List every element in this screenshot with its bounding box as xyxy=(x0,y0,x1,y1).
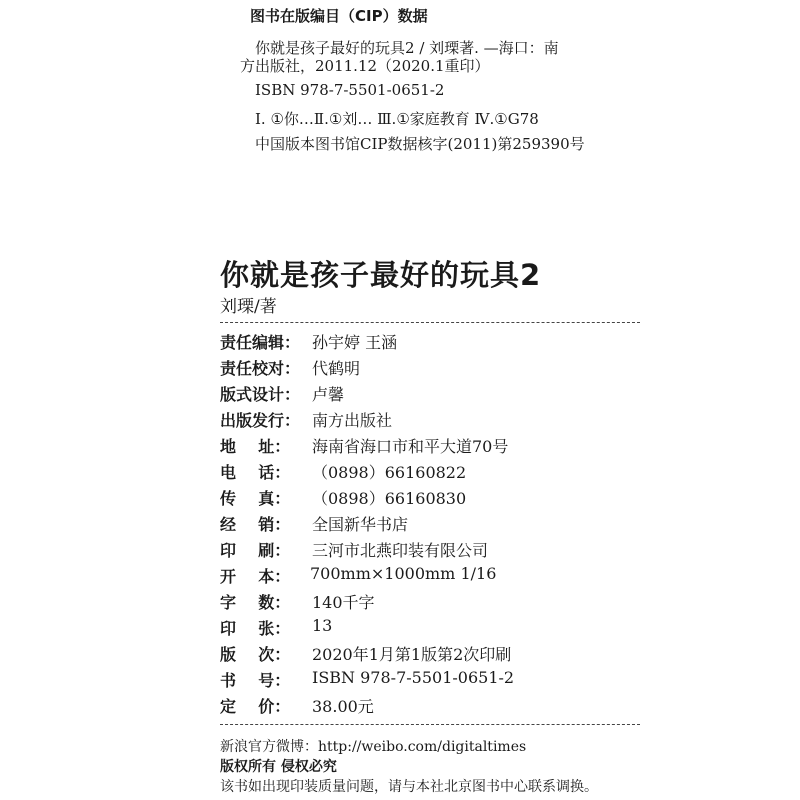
cip-line-1: 你就是孩子最好的玩具2 / 刘瑮著. —海口：南 xyxy=(255,39,559,57)
cip-record-number: 中国版本图书馆CIP数据核字(2011)第259390号 xyxy=(255,135,585,153)
quality-notice: 该书如出现印装质量问题，请与本社北京图书中心联系调换。 xyxy=(220,779,598,795)
cip-classification: Ⅰ. ①你…Ⅱ.①刘… Ⅲ.①家庭教育 Ⅳ.①G78 xyxy=(255,110,539,128)
info-row xyxy=(220,408,640,434)
info-value: 全国新华书店 xyxy=(312,515,409,534)
weibo-line: 新浪官方微博：http://weibo.com/digitaltimes xyxy=(220,739,527,755)
info-row xyxy=(220,434,640,460)
info-value: 140千字 xyxy=(312,593,375,612)
divider-bottom xyxy=(220,724,640,725)
book-title: 你就是孩子最好的玩具2 xyxy=(220,258,542,292)
book-author: 刘瑮/著 xyxy=(220,297,277,317)
info-label: 字 数： xyxy=(220,593,291,612)
info-label: 责任校对： xyxy=(220,359,301,378)
info-row xyxy=(220,616,640,642)
info-label: 印 刷： xyxy=(220,541,291,560)
info-value: 38.00元 xyxy=(312,697,374,716)
copyright-line: 版权所有 侵权必究 xyxy=(220,759,337,775)
info-value: 700mm×1000mm 1/16 xyxy=(310,564,497,583)
info-value: 三河市北燕印装有限公司 xyxy=(312,541,489,560)
info-label: 版式设计： xyxy=(220,385,301,404)
info-row xyxy=(220,538,640,564)
info-value: 2020年1月第1版第2次印刷 xyxy=(312,645,512,664)
info-row xyxy=(220,668,640,694)
info-value: 南方出版社 xyxy=(312,411,393,430)
info-row xyxy=(220,512,640,538)
info-value: ISBN 978-7-5501-0651-2 xyxy=(312,668,515,687)
info-label: 出版发行： xyxy=(220,411,301,430)
info-label: 开 本： xyxy=(220,567,291,586)
divider-top xyxy=(220,322,640,323)
info-value: 海南省海口市和平大道70号 xyxy=(312,437,509,456)
info-row xyxy=(220,590,640,616)
cip-line-2: 方出版社，2011.12（2020.1重印） xyxy=(240,57,490,75)
info-label: 电 话： xyxy=(220,463,291,482)
info-row xyxy=(220,382,640,408)
info-label: 经 销： xyxy=(220,515,291,534)
info-label: 责任编辑： xyxy=(220,333,301,352)
info-value: 代鹤明 xyxy=(312,359,361,378)
info-label: 定 价： xyxy=(220,697,291,716)
info-value: 孙宇婷 王涵 xyxy=(312,333,398,352)
info-row xyxy=(220,694,640,720)
info-label: 地 址： xyxy=(220,437,291,456)
info-value: （0898）66160822 xyxy=(312,463,467,482)
info-value: 卢馨 xyxy=(312,385,345,404)
info-value: 13 xyxy=(312,616,333,635)
info-label: 书 号： xyxy=(220,671,291,690)
info-row xyxy=(220,486,640,512)
info-row xyxy=(220,356,640,382)
info-row xyxy=(220,330,640,356)
cip-title: 图书在版编目（CIP）数据 xyxy=(250,7,428,25)
info-label: 传 真： xyxy=(220,489,291,508)
info-row xyxy=(220,642,640,668)
info-label: 印 张： xyxy=(220,619,291,638)
info-row xyxy=(220,564,640,590)
info-row xyxy=(220,460,640,486)
info-label: 版 次： xyxy=(220,645,291,664)
cip-isbn: ISBN 978-7-5501-0651-2 xyxy=(255,81,445,99)
info-value: （0898）66160830 xyxy=(312,489,467,508)
